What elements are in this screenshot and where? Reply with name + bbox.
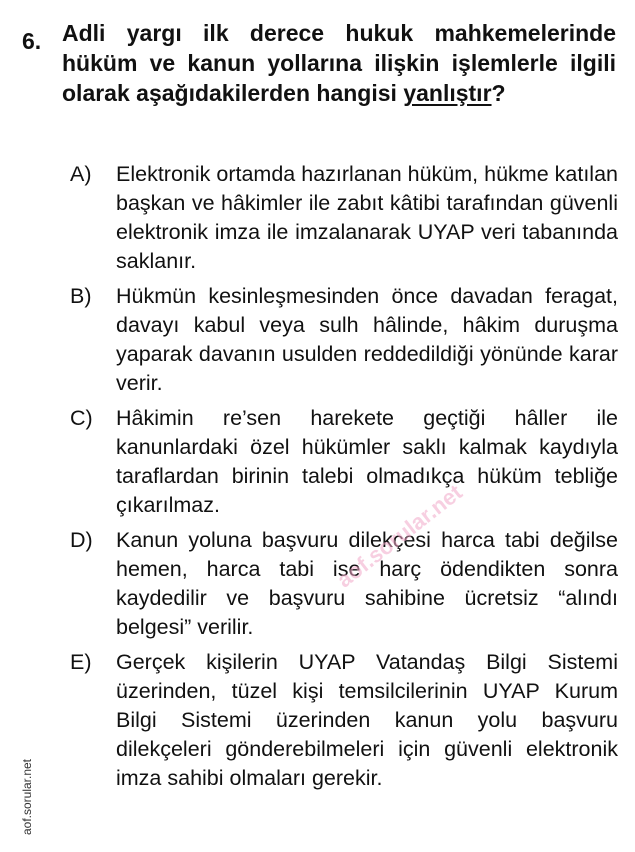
question-emphasis: yanlıştır	[403, 80, 492, 106]
question-stem	[62, 18, 616, 108]
option-text: Elektronik ortamda hazırlanan hüküm, hükme katılan başkan ve hâkimler ile zabıt kâtibi tarafından güvenli elektronik imza ile imzalanarak UYAP veri tabanında saklanır.	[116, 162, 618, 273]
watermark: aof.sorular.net	[331, 479, 467, 593]
option-letter: A)	[70, 162, 92, 186]
option-letter: D)	[70, 528, 93, 552]
option-text: Kanun yoluna başvuru dilekçesi harca tabi değilse hemen, harca tabi ise harç ödendikten sonra kaydedilir ve başvuru sahibine ücretsiz “alındı belgesi” verilir.	[116, 528, 618, 639]
option-text: Gerçek kişilerin UYAP Vatandaş Bilgi Sistemi üzerinden, tüzel kişi temsilcilerinin UYAP Kurum Bilgi Sistemi üzerinden kanun yolu başvuru dilekçeleri gönderebilmeleri için güvenli elektronik imza sahibi olmaları gerekir.	[116, 650, 618, 790]
option-letter: B)	[70, 284, 92, 308]
question-number: 6.	[22, 28, 42, 54]
side-watermark: aof.sorular.net	[20, 758, 34, 836]
question-mark: ?	[491, 80, 506, 106]
option-text: Hükmün kesinleşmesinden önce davadan feragat, davayı kabul veya sulh hâlinde, hâkim duruşma yaparak davanın usulden reddedildiği yönünde karar verir.	[116, 284, 618, 395]
option-text: Hâkimin re’sen harekete geçtiği hâller ile kanunlardaki özel hükümler saklı kalmak kaydıyla taraflardan birinin talebi olmadıkça hüküm tebliğe çıkarılmaz.	[116, 406, 618, 517]
option-letter: E)	[70, 650, 92, 674]
question-text: Adli yargı ilk derece hukuk mahkemelerinde hüküm ve kanun yollarına ilişkin işlemlerle ilgili olarak aşağıdakilerden hangisi	[62, 20, 616, 106]
option-letter: C)	[70, 406, 93, 430]
